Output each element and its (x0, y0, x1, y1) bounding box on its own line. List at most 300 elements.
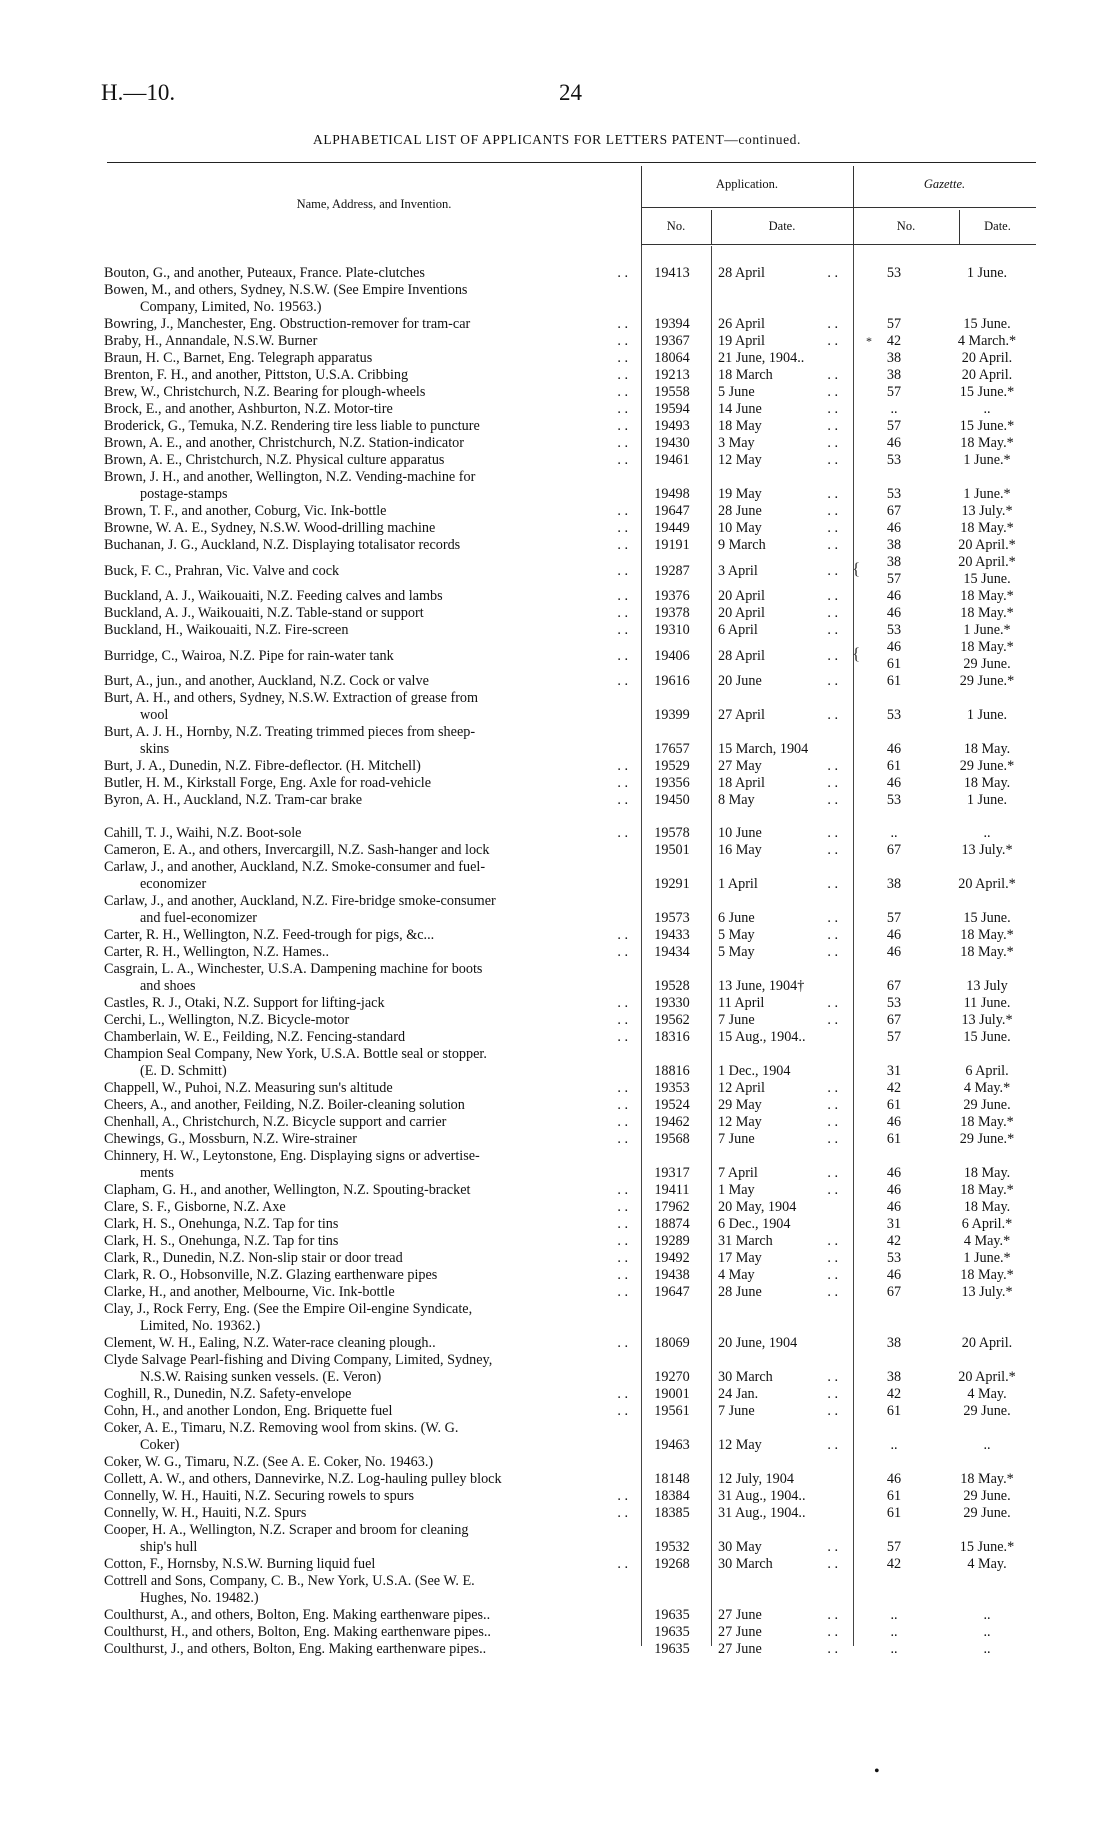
application-date: 5 May (718, 927, 755, 943)
application-date: 15 March, 1904 (718, 741, 809, 757)
leader-dots: . . (827, 401, 838, 417)
leader-dots: . . (827, 1250, 838, 1266)
table-row (0, 724, 1114, 758)
application-date: 27 April (718, 707, 765, 723)
table-row (0, 384, 1114, 401)
leader-dots: . . (827, 673, 838, 689)
table-row (0, 1131, 1114, 1148)
gazette-number: 53 (886, 995, 902, 1011)
applicant-entry (104, 673, 628, 690)
leader-dots: . . (617, 1080, 628, 1096)
gazette-date: 13 July.* (961, 503, 1013, 519)
applicant-entry (104, 1301, 628, 1335)
application-number: 19191 (654, 537, 690, 553)
gazette-date: 1 June.* (963, 452, 1011, 468)
applicant-entry (104, 724, 628, 758)
footer-mark: • (874, 1763, 880, 1780)
leader-dots: . . (617, 503, 628, 519)
applicant-text: Buckland, H., Waikouaiti, N.Z. Fire-screen (104, 622, 349, 638)
leader-dots: . . (617, 758, 628, 774)
gazette-number: 46 (886, 1199, 902, 1215)
applicant-text: Coker, A. E., Timaru, N.Z. Removing wool from skins. (W. G. (104, 1420, 459, 1436)
applicant-entry (104, 1250, 628, 1267)
gazette-date: 18 May.* (960, 927, 1014, 943)
table-row (0, 435, 1114, 452)
leader-dots: . . (827, 927, 838, 943)
application-date: 20 May, 1904 (718, 1199, 797, 1215)
application-date: 6 June (718, 910, 755, 926)
leader-dots: . . (827, 537, 838, 553)
application-date: 20 June, 1904 (718, 1335, 798, 1351)
gazette-date: 29 June. (963, 1097, 1011, 1113)
gazette-date: 1 June. (966, 265, 1008, 281)
gazette-number: .. (890, 825, 898, 841)
applicant-entry (104, 1624, 628, 1641)
applicant-entry (104, 350, 628, 367)
table-row (0, 1556, 1114, 1573)
table-row (0, 605, 1114, 622)
application-date: 10 June (718, 825, 762, 841)
gazette-number: 57 (886, 418, 902, 434)
gazette-number: .. (890, 401, 898, 417)
applicant-text: Chamberlain, W. E., Feilding, N.Z. Fencing-standard (104, 1029, 406, 1045)
applicant-text: Bouton, G., and another, Puteaux, France. Plate-clutches (104, 265, 425, 281)
applicant-text-continued: Limited, No. 19362.) (140, 1318, 261, 1334)
table-row (0, 452, 1114, 469)
applicant-text: Carlaw, J., and another, Auckland, N.Z. Smoke-consumer and fuel- (104, 859, 486, 875)
application-number: 17657 (654, 741, 690, 757)
application-date: 27 June (718, 1607, 762, 1623)
table-row (0, 1352, 1114, 1386)
applicant-entry (104, 775, 628, 792)
gazette-date: 13 July.* (961, 842, 1013, 858)
table-row (0, 944, 1114, 961)
gazette-number: 67 (886, 978, 902, 994)
table-row (0, 1114, 1114, 1131)
leader-dots: . . (617, 825, 628, 841)
gazette-date: 20 April.* (958, 1369, 1016, 1385)
application-date: 6 Dec., 1904 (718, 1216, 791, 1232)
application-date: 19 April (718, 333, 765, 349)
application-date: 30 May (718, 1539, 762, 1555)
application-number: 19433 (654, 927, 690, 943)
application-date: 7 April (718, 1165, 758, 1181)
application-date: 5 May (718, 944, 755, 960)
leader-dots: . . (617, 350, 628, 366)
application-number: 19438 (654, 1267, 690, 1283)
application-number: 19463 (654, 1437, 690, 1453)
leader-dots: . . (827, 435, 838, 451)
application-date: 3 May (718, 435, 755, 451)
applicant-entry (104, 859, 628, 893)
table-row (0, 1522, 1114, 1556)
application-date: 7 June (718, 1012, 755, 1028)
table-row (0, 1080, 1114, 1097)
table-row (0, 842, 1114, 859)
application-number: 19578 (654, 825, 690, 841)
table-row (0, 1250, 1114, 1267)
gazette-number: 57 (886, 1029, 902, 1045)
gazette-number: 67 (886, 842, 902, 858)
applicant-entry (104, 1080, 628, 1097)
gazette-date: 18 May. (963, 1199, 1011, 1215)
applicant-entry (104, 384, 628, 401)
leader-dots: . . (827, 1114, 838, 1130)
gazette-number: 46 (886, 639, 902, 655)
application-number: 19532 (654, 1539, 690, 1555)
leader-dots: . . (617, 435, 628, 451)
applicant-text: Carter, R. H., Wellington, N.Z. Feed-trough for pigs, &c... (104, 927, 435, 943)
application-number: 19594 (654, 401, 690, 417)
applicant-text-continued: and fuel-economizer (140, 910, 257, 926)
applicant-entry (104, 995, 628, 1012)
gazette-date: 15 June. (963, 571, 1011, 587)
gazette-date: 1 June.* (963, 486, 1011, 502)
applicant-entry (104, 792, 628, 809)
applicant-entry (104, 1505, 628, 1522)
application-number: 19450 (654, 792, 690, 808)
header-gazette: Gazette. (923, 177, 966, 191)
application-date: 16 May (718, 842, 762, 858)
leader-dots: . . (617, 1403, 628, 1419)
table-row (0, 1624, 1114, 1641)
application-number: 19367 (654, 333, 690, 349)
leader-dots: . . (827, 995, 838, 1011)
application-number: 19406 (654, 647, 690, 664)
table-row (0, 622, 1114, 639)
gazette-number: 46 (886, 520, 902, 536)
leader-dots: . . (827, 384, 838, 400)
applicant-entry (104, 944, 628, 961)
leader-dots: . . (827, 316, 838, 332)
gazette-date: .. (983, 825, 991, 841)
application-date: 19 May (718, 486, 762, 502)
applicant-text-continued: postage-stamps (140, 486, 228, 502)
gazette-date: 29 June. (963, 1403, 1011, 1419)
leader-dots: . . (827, 1369, 838, 1385)
application-date: 8 May (718, 792, 755, 808)
application-date: 31 March (718, 1233, 773, 1249)
gazette-number: 53 (886, 486, 902, 502)
application-number: 19449 (654, 520, 690, 536)
applicant-text: Bowring, J., Manchester, Eng. Obstruction-remover for tram-car (104, 316, 471, 332)
applicant-text: Braun, H. C., Barnet, Eng. Telegraph apparatus (104, 350, 373, 366)
gazette-number: 38 (886, 1335, 902, 1351)
applicant-text: Bowen, M., and others, Sydney, N.S.W. (See Empire Inventions (104, 282, 468, 298)
gazette-date: 18 May. (963, 1165, 1011, 1181)
application-date: 20 April (718, 588, 765, 604)
table-row (0, 1403, 1114, 1420)
applicant-entry (104, 452, 628, 469)
leader-dots: . . (617, 316, 628, 332)
table-row (0, 1284, 1114, 1301)
gazette-number: 46 (886, 435, 902, 451)
gazette-date: 20 April. (961, 367, 1013, 383)
application-number: 19529 (654, 758, 690, 774)
applicant-entry (104, 842, 628, 859)
applicant-text: Champion Seal Company, New York, U.S.A. Bottle seal or stopper. (104, 1046, 487, 1062)
table-row (0, 1386, 1114, 1403)
leader-dots: . . (617, 1131, 628, 1147)
leader-dots: . . (827, 842, 838, 858)
application-number: 19573 (654, 910, 690, 926)
applicant-entry (104, 1182, 628, 1199)
gazette-number: 61 (886, 1505, 902, 1521)
table-row (0, 350, 1114, 367)
gazette-number: .. (890, 1437, 898, 1453)
application-number: 19562 (654, 1012, 690, 1028)
gazette-date: 18 May.* (960, 435, 1014, 451)
leader-dots: . . (827, 825, 838, 841)
application-number: 18316 (654, 1029, 690, 1045)
leader-dots: . . (827, 647, 838, 664)
gazette-date: 18 May.* (960, 639, 1014, 655)
table-caption: ALPHABETICAL LIST OF APPLICANTS FOR LETTERS PATENT—continued. (313, 132, 801, 147)
applicant-entry (104, 265, 628, 282)
leader-dots: . . (827, 1284, 838, 1300)
gazette-date: 4 March.* (957, 333, 1017, 349)
application-date: 31 Aug., 1904.. (718, 1488, 806, 1504)
applicant-text: Coghill, R., Dunedin, N.Z. Safety-envelope (104, 1386, 352, 1402)
table-row (0, 367, 1114, 384)
leader-dots: . . (827, 265, 838, 281)
gazette-date: 15 June. (963, 1029, 1011, 1045)
applicant-text: Byron, A. H., Auckland, N.Z. Tram-car brake (104, 792, 363, 808)
applicant-text: Collett, A. W., and others, Dannevirke, N.Z. Log-hauling pulley block (104, 1471, 502, 1487)
application-date: 9 March (718, 537, 766, 553)
table-row (0, 893, 1114, 927)
application-number: 19378 (654, 605, 690, 621)
gazette-date: 4 May.* (963, 1080, 1011, 1096)
application-number: 19461 (654, 452, 690, 468)
header-bottom-rule (641, 244, 1036, 245)
applicant-text: Buck, F. C., Prahran, Vic. Valve and cock (104, 562, 340, 579)
applicant-text-continued: Hughes, No. 19482.) (140, 1590, 259, 1606)
leader-dots: . . (827, 1641, 838, 1657)
gazette-date: 20 April.* (958, 554, 1016, 570)
applicant-text: Chinnery, H. W., Leytonstone, Eng. Displaying signs or advertise- (104, 1148, 480, 1164)
gazette-date: 29 June.* (959, 1131, 1015, 1147)
gazette-date: 13 July (966, 978, 1008, 994)
gazette-number: 61 (886, 656, 902, 672)
table-row (0, 1301, 1114, 1335)
applicant-text: Coulthurst, H., and others, Bolton, Eng. Making earthenware pipes.. (104, 1624, 491, 1640)
application-number: 18069 (654, 1335, 690, 1351)
applicant-entry (104, 1284, 628, 1301)
table-row (0, 1199, 1114, 1216)
application-date: 7 June (718, 1131, 755, 1147)
applicant-entry (104, 1131, 628, 1148)
gazette-date: 4 May. (967, 1556, 1007, 1572)
applicant-entry (104, 418, 628, 435)
table-row (0, 1182, 1114, 1199)
applicant-text-continued: skins (140, 741, 170, 757)
gazette-number: 42 (886, 1386, 902, 1402)
leader-dots: . . (827, 1539, 838, 1555)
applicant-entry (104, 825, 628, 842)
application-date: 1 May (718, 1182, 755, 1198)
applicant-text: Clay, J., Rock Ferry, Eng. (See the Empire Oil-engine Syndicate, (104, 1301, 473, 1317)
gazette-date: 18 May.* (960, 520, 1014, 536)
application-number: 19635 (654, 1607, 690, 1623)
leader-dots: . . (827, 1182, 838, 1198)
leader-dots: . . (827, 1165, 838, 1181)
leader-dots: . . (617, 1182, 628, 1198)
application-date: 15 Aug., 1904.. (718, 1029, 806, 1045)
applicant-entry (104, 1522, 628, 1556)
leader-dots: . . (827, 1267, 838, 1283)
applicant-entry (104, 1114, 628, 1131)
leader-dots: . . (617, 333, 628, 349)
applicant-text: Broderick, G., Temuka, N.Z. Rendering tire less liable to puncture (104, 418, 480, 434)
gazette-number: 61 (886, 1131, 902, 1147)
gazette-number: 46 (886, 775, 902, 791)
gazette-number: 31 (886, 1063, 902, 1079)
applicant-entry (104, 1488, 628, 1505)
applicant-entry (104, 282, 628, 316)
table-row (0, 1046, 1114, 1080)
applicant-text: Browne, W. A. E., Sydney, N.S.W. Wood-drilling machine (104, 520, 436, 536)
leader-dots: . . (617, 1488, 628, 1504)
header-app-no: No. (666, 219, 686, 233)
applicant-entry (104, 648, 628, 665)
leader-dots: . . (617, 995, 628, 1011)
applicant-entry (104, 690, 628, 724)
application-date: 12 May (718, 1114, 762, 1130)
application-number: 19310 (654, 622, 690, 638)
gazette-date: 4 May. (967, 1386, 1007, 1402)
table-row (0, 554, 1114, 588)
leader-dots: . . (617, 647, 628, 664)
gazette-number: 38 (886, 537, 902, 553)
applicant-entry (104, 1267, 628, 1284)
application-number: 19561 (654, 1403, 690, 1419)
gazette-date: 13 July.* (961, 1284, 1013, 1300)
applicant-entry (104, 1029, 628, 1046)
applicant-entry (104, 893, 628, 927)
table-row (0, 1267, 1114, 1284)
application-date: 6 April (718, 622, 758, 638)
application-number: 19492 (654, 1250, 690, 1266)
application-date: 11 April (718, 995, 765, 1011)
applicant-entry (104, 1386, 628, 1403)
application-date: 28 June (718, 1284, 762, 1300)
application-number: 19635 (654, 1624, 690, 1640)
applicant-text: Clapham, G. H., and another, Wellington, N.Z. Spouting-bracket (104, 1182, 471, 1198)
application-date: 12 May (718, 1437, 762, 1453)
table-row (0, 1012, 1114, 1029)
gazette-number: 38 (886, 876, 902, 892)
applicant-text: Brew, W., Christchurch, N.Z. Bearing for plough-wheels (104, 384, 426, 400)
gazette-number: 53 (886, 1250, 902, 1266)
table-row (0, 1097, 1114, 1114)
header-name-column: Name, Address, and Invention. (296, 197, 452, 211)
application-number: 19317 (654, 1165, 690, 1181)
application-date: 27 May (718, 758, 762, 774)
table-row (0, 418, 1114, 435)
applicant-entry (104, 1199, 628, 1216)
gazette-date: 6 April. (965, 1063, 1009, 1079)
header-application: Application. (715, 177, 779, 191)
application-number: 19568 (654, 1131, 690, 1147)
applicant-entry (104, 401, 628, 418)
application-number: 19493 (654, 418, 690, 434)
gazette-date: 15 June.* (959, 418, 1015, 434)
application-number: 19462 (654, 1114, 690, 1130)
application-date: 31 Aug., 1904.. (718, 1505, 806, 1521)
gazette-date: 20 April.* (958, 876, 1016, 892)
application-date: 4 May (718, 1267, 755, 1283)
gazette-date: 18 May. (963, 741, 1011, 757)
gazette-date: 20 April.* (958, 537, 1016, 553)
gazette-number: 46 (886, 1165, 902, 1181)
gazette-date: 29 June. (963, 1488, 1011, 1504)
applicant-text: Brenton, F. H., and another, Pittston, U.S.A. Cribbing (104, 367, 409, 383)
applicant-text: Carlaw, J., and another, Auckland, N.Z. Fire-bridge smoke-consumer (104, 893, 496, 909)
application-number: 19647 (654, 1284, 690, 1300)
applicant-entry (104, 503, 628, 520)
leader-dots: . . (617, 1386, 628, 1402)
applicant-text: Burt, A., jun., and another, Auckland, N.Z. Cock or valve (104, 673, 429, 689)
leader-dots: . . (827, 452, 838, 468)
application-number: 19268 (654, 1556, 690, 1572)
application-date: 20 April (718, 605, 765, 621)
header-gaz-date: Date. (984, 219, 1011, 233)
applicant-text: Brown, J. H., and another, Wellington, N.Z. Vending-machine for (104, 469, 476, 485)
application-number: 19647 (654, 503, 690, 519)
leader-dots: . . (827, 622, 838, 638)
application-number: 19330 (654, 995, 690, 1011)
application-date: 30 March (718, 1369, 773, 1385)
gazette-date: 20 April. (961, 350, 1013, 366)
leader-dots: . . (827, 418, 838, 434)
brace-mark: { (852, 643, 861, 663)
applicant-text: Clark, R., Dunedin, N.Z. Non-slip stair or door tread (104, 1250, 403, 1266)
table-row (0, 333, 1114, 350)
applicant-text: Brown, A. E., and another, Christchurch, N.Z. Station-indicator (104, 435, 464, 451)
application-number: 19411 (654, 1182, 690, 1198)
gazette-number: 46 (886, 588, 902, 604)
page-number: 24 (559, 80, 582, 105)
applicant-entry (104, 1607, 628, 1624)
application-number: 19498 (654, 486, 690, 502)
gazette-date: 1 June.* (963, 622, 1011, 638)
applicant-entry (104, 563, 628, 580)
page-identifier: H.—10. (101, 80, 176, 105)
table-row (0, 1471, 1114, 1488)
application-number: 19616 (654, 673, 690, 689)
header-gaz-no: No. (896, 219, 916, 233)
leader-dots: . . (617, 1097, 628, 1113)
application-date: 12 July, 1904 (718, 1471, 794, 1487)
applicant-text: Cameron, E. A., and others, Invercargill, N.Z. Sash-hanger and lock (104, 842, 490, 858)
gazette-date: 1 June. (966, 792, 1008, 808)
applicant-text: Brown, A. E., Christchurch, N.Z. Physical culture apparatus (104, 452, 445, 468)
table-row (0, 1029, 1114, 1046)
applicant-text: Cotton, F., Hornsby, N.S.W. Burning liquid fuel (104, 1556, 376, 1572)
gazette-date: 29 June.* (959, 758, 1015, 774)
gazette-number: 57 (886, 316, 902, 332)
applicant-entry (104, 605, 628, 622)
application-date: 27 June (718, 1641, 762, 1657)
table-row (0, 995, 1114, 1012)
applicant-text: Braby, H., Annandale, N.S.W. Burner (104, 333, 318, 349)
applicant-entry (104, 1573, 628, 1607)
table-row (0, 1454, 1114, 1471)
applicant-text: Chewings, G., Mossburn, N.Z. Wire-strainer (104, 1131, 357, 1147)
gazette-date: 1 June. (966, 707, 1008, 723)
applicant-entry (104, 1454, 628, 1471)
